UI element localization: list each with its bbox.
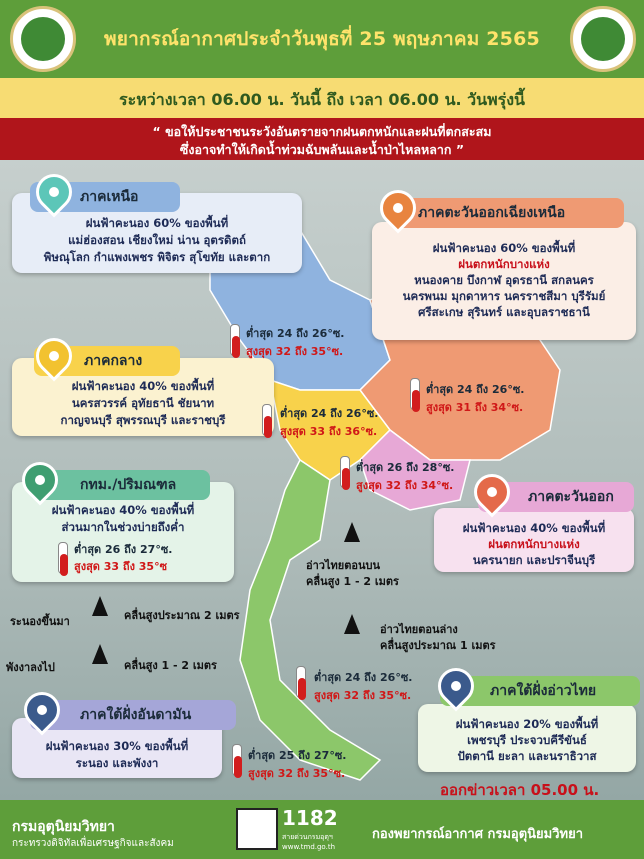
bangkok-title: กทม./ปริมณฑล — [30, 470, 210, 500]
northeast-panel — [372, 222, 636, 340]
north-low-temp: ต่ำสุด 24 ถึง 26°ซ. — [246, 327, 345, 340]
bangkok-high-temp: สูงสุด 33 ถึง 35°ซ — [74, 560, 168, 573]
boat-icon — [92, 644, 108, 664]
thermometer-icon — [232, 744, 242, 776]
footer-dept: กรมอุตุนิยมวิทยา — [12, 819, 115, 835]
phangnga-down-label: พังงาลงไป — [6, 661, 55, 674]
central-line-3: กาญจนบุรี สุพรรณบุรี และราชบุรี — [60, 413, 226, 427]
northeast-low-temp: ต่ำสุด 24 ถึง 26°ซ. — [426, 383, 525, 396]
north-line-2: แม่ฮ่องสอน เชียงใหม่ น่าน อุตรดิตถ์ — [68, 233, 246, 247]
east-line-1: ฝนฟ้าคะนอง 40% ของพื้นที่ — [462, 521, 606, 535]
upper-gulf-name: อ่าวไทยตอนบน — [306, 559, 380, 572]
upper-gulf-wave: คลื่นสูง 1 - 2 เมตร — [306, 575, 399, 588]
bangkok-line-1: ฝนฟ้าคะนอง 40% ของพื้นที่ — [51, 503, 195, 517]
warning-line-2: ซึ่งอาจทำให้เกิดน้ำท่วมฉับพลันและน้ำป่าไหลหลาก ” — [179, 142, 465, 157]
south-gulf-high-temp: สูงสุด 32 ถึง 35°ซ. — [314, 689, 412, 702]
qr-code-icon — [236, 808, 278, 850]
thermometer-icon — [340, 456, 350, 488]
ranong-wave: คลื่นสูงประมาณ 2 เมตร — [124, 609, 240, 622]
footer-office: กองพยากรณ์อากาศ กรมอุตุนิยมวิทยา — [372, 827, 584, 842]
northeast-heavy-rain: ฝนตกหนักบางแห่ง — [458, 257, 550, 271]
central-title: ภาคกลาง — [34, 346, 180, 376]
south-gulf-line-2: เพชรบุรี ประจวบคีรีขันธ์ — [467, 733, 587, 747]
northeast-title: ภาคตะวันออกเฉียงเหนือ — [392, 198, 624, 228]
forecast-period: ระหว่างเวลา 06.00 น. วันนี้ ถึง เวลา 06.00 น. วันพรุ่งนี้ — [119, 90, 525, 109]
north-line-1: ฝนฟ้าคะนอง 60% ของพื้นที่ — [85, 216, 229, 230]
thermometer-icon — [58, 542, 68, 574]
south-gulf-panel — [418, 704, 636, 772]
thermometer-icon — [410, 378, 420, 410]
east-line-3: นครนายก และปราจีนบุรี — [472, 553, 596, 567]
bangkok-low-temp: ต่ำสุด 26 ถึง 27°ซ. — [74, 543, 173, 556]
east-heavy-rain: ฝนตกหนักบางแห่ง — [488, 537, 580, 551]
warning-line-1: “ ขอให้ประชาชนระวังอันตรายจากฝนตกหนักและฝนที่ตกสะสม — [152, 124, 492, 139]
south-gulf-line-3: ปัตตานี ยะลา และนราธิวาส — [457, 749, 597, 763]
south-gulf-low-temp: ต่ำสุด 24 ถึง 26°ซ. — [314, 671, 413, 684]
central-line-2: นครสวรรค์ อุทัยธานี ชัยนาท — [71, 396, 215, 410]
south-gulf-title: ภาคใต้ฝั่งอ่าวไทย — [440, 676, 640, 706]
central-line-1: ฝนฟ้าคะนอง 40% ของพื้นที่ — [71, 379, 215, 393]
northeast-high-temp: สูงสุด 31 ถึง 34°ซ. — [426, 401, 524, 414]
ranong-north-label: ระนองขึ้นมา — [10, 615, 70, 628]
thermometer-icon — [230, 324, 240, 356]
footer-ministry: กระทรวงดิจิทัลเพื่อเศรษฐกิจและสังคม — [12, 838, 174, 849]
northeast-line-3: หนองคาย บึงกาฬ อุดรธานี สกลนคร — [414, 273, 594, 287]
phangnga-wave: คลื่นสูง 1 - 2 เมตร — [124, 659, 217, 672]
ministry-logo-icon — [10, 6, 76, 72]
east-title: ภาคตะวันออก — [478, 482, 634, 512]
issue-time: ออกข่าวเวลา 05.00 น. — [440, 781, 600, 799]
lower-gulf-name: อ่าวไทยตอนล่าง — [380, 623, 458, 636]
footer-hotline: 1182 — [282, 806, 338, 830]
south-gulf-line-1: ฝนฟ้าคะนอง 20% ของพื้นที่ — [455, 717, 599, 731]
east-low-temp: ต่ำสุด 26 ถึง 28°ซ. — [356, 461, 455, 474]
central-high-temp: สูงสุด 33 ถึง 36°ซ. — [280, 425, 378, 438]
south-andaman-title: ภาคใต้ฝั่งอันดามัน — [30, 700, 236, 730]
east-panel — [434, 508, 634, 572]
south-andaman-line-2: ระนอง และพังงา — [75, 756, 159, 770]
boat-icon — [92, 596, 108, 616]
central-low-temp: ต่ำสุด 24 ถึง 26°ซ. — [280, 407, 379, 420]
page-title: พยากรณ์อากาศประจำวันพุธที่ 25 พฤษภาคม 2565 — [104, 28, 540, 50]
bangkok-line-2: ส่วนมากในช่วงบ่ายถึงค่ำ — [61, 520, 185, 534]
footer-hotline-note: สายด่วนกรมอุตุฯ — [282, 833, 333, 841]
tmd-logo-icon — [570, 6, 636, 72]
south-andaman-high-temp: สูงสุด 32 ถึง 35°ซ. — [248, 767, 346, 780]
northeast-line-5: ศรีสะเกษ สุรินทร์ และอุบลราชธานี — [418, 305, 590, 319]
south-andaman-line-1: ฝนฟ้าคะนอง 30% ของพื้นที่ — [45, 739, 189, 753]
northeast-line-1: ฝนฟ้าคะนอง 60% ของพื้นที่ — [432, 241, 576, 255]
thermometer-icon — [262, 404, 272, 436]
boat-icon — [344, 614, 360, 634]
northeast-line-4: นครพนม มุกดาหาร นครราชสีมา บุรีรัมย์ — [402, 289, 606, 303]
lower-gulf-wave: คลื่นสูงประมาณ 1 เมตร — [380, 639, 496, 652]
thermometer-icon — [296, 666, 306, 698]
south-andaman-low-temp: ต่ำสุด 25 ถึง 27°ซ. — [248, 749, 347, 762]
north-line-3: พิษณุโลก กำแพงเพชร พิจิตร สุโขทัย และตาก — [43, 250, 271, 264]
east-high-temp: สูงสุด 32 ถึง 34°ซ. — [356, 479, 454, 492]
boat-icon — [344, 522, 360, 542]
north-high-temp: สูงสุด 32 ถึง 35°ซ. — [246, 345, 344, 358]
footer-website[interactable]: www.tmd.go.th — [282, 843, 335, 851]
north-title: ภาคเหนือ — [30, 182, 180, 212]
